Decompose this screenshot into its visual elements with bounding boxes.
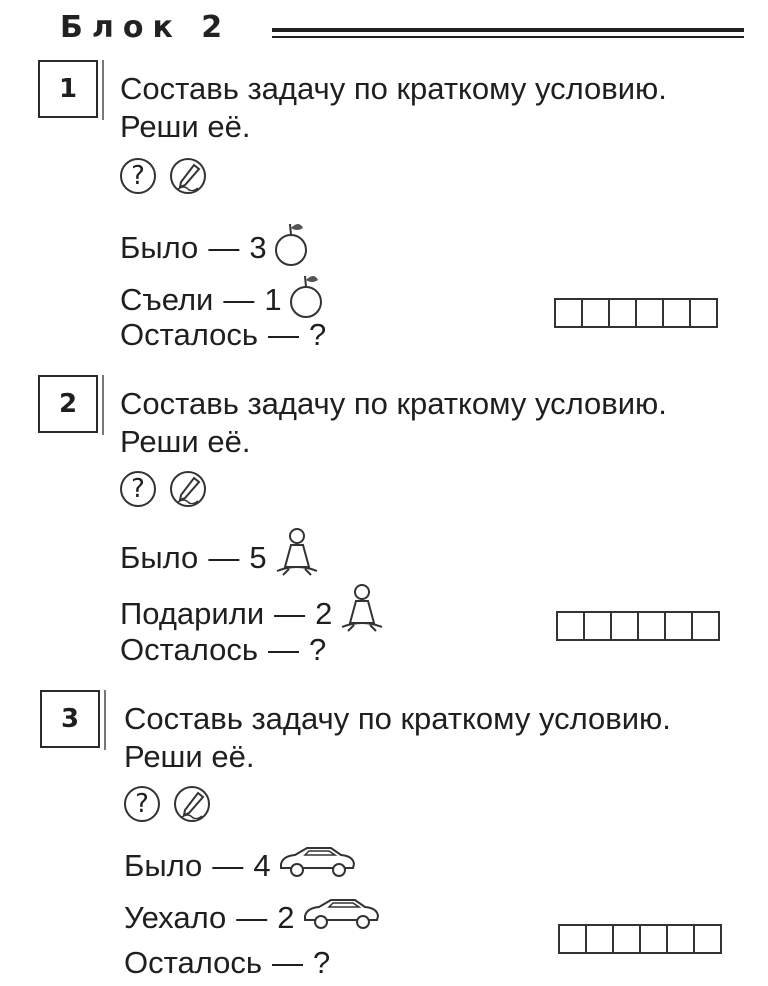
condition-label: Осталось: [120, 317, 259, 352]
answer-cell[interactable]: [662, 298, 691, 328]
condition-value: ?: [309, 317, 327, 352]
condition-value: ?: [313, 945, 331, 980]
doll-icon: [338, 583, 386, 644]
task-number: 2: [38, 375, 98, 433]
answer-cell[interactable]: [554, 298, 583, 328]
answer-cell[interactable]: [581, 298, 610, 328]
answer-cell[interactable]: [610, 611, 639, 641]
condition-value: 1: [264, 281, 282, 317]
task-icons: [120, 471, 216, 511]
answer-cell[interactable]: [608, 298, 637, 328]
dash: —: [272, 945, 304, 980]
condition-label: Было: [120, 539, 199, 575]
condition-label: Съели: [120, 281, 214, 317]
question-icon: ?: [120, 471, 156, 507]
dash: —: [268, 632, 300, 667]
condition-value: 4: [253, 847, 271, 883]
instruction-line: Составь задачу по краткому условию.: [124, 701, 671, 736]
condition-value: ?: [309, 632, 327, 667]
answer-cell[interactable]: [693, 924, 722, 954]
answer-cells[interactable]: [554, 298, 718, 328]
task-3: [0, 690, 768, 986]
instruction-line: Составь задачу по краткому условию.: [120, 71, 667, 106]
condition-row: [124, 844, 357, 887]
answer-cell[interactable]: [666, 924, 695, 954]
condition-value: 3: [249, 229, 267, 265]
dash: —: [212, 847, 244, 883]
answer-cell[interactable]: [664, 611, 693, 641]
question-icon: ?: [124, 786, 160, 822]
dash: —: [208, 539, 240, 575]
car-icon: [277, 844, 357, 887]
answer-cell[interactable]: [612, 924, 641, 954]
condition-label: Осталось: [124, 945, 263, 980]
pen-icon: [170, 158, 206, 194]
task-number: 3: [40, 690, 100, 748]
pen-icon: [170, 471, 206, 507]
dash: —: [274, 595, 306, 631]
answer-cell[interactable]: [635, 298, 664, 328]
answer-cells[interactable]: [558, 924, 722, 954]
condition-label: Уехало: [124, 899, 227, 935]
instruction-line: Составь задачу по краткому условию.: [120, 386, 667, 421]
dash: —: [208, 229, 240, 265]
dash: —: [223, 281, 255, 317]
task-instruction: [120, 70, 667, 146]
task-instruction: [124, 700, 671, 776]
condition-value: 2: [277, 899, 295, 935]
task-icons: [120, 158, 216, 198]
answer-cell[interactable]: [558, 924, 587, 954]
answer-cell[interactable]: [556, 611, 585, 641]
block-title: Блок 2: [60, 10, 232, 45]
dash: —: [268, 317, 300, 352]
pen-icon: [174, 786, 210, 822]
instruction-line: Реши её.: [124, 739, 255, 774]
condition-row: [124, 896, 381, 939]
question-icon: ?: [120, 158, 156, 194]
condition-label: Осталось: [120, 632, 259, 667]
answer-cell[interactable]: [637, 611, 666, 641]
answer-cells[interactable]: [556, 611, 720, 641]
condition-value: 5: [249, 539, 267, 575]
condition-row: [120, 631, 326, 669]
doll-icon: [273, 527, 321, 588]
task-instruction: [120, 385, 667, 461]
task-icons: [124, 786, 220, 826]
condition-row: [120, 527, 321, 588]
condition-row: [120, 218, 313, 277]
apple-icon: [273, 218, 313, 277]
condition-value: 2: [315, 595, 333, 631]
condition-label: Подарили: [120, 595, 265, 631]
task-number: 1: [38, 60, 98, 118]
answer-cell[interactable]: [585, 924, 614, 954]
task-2: [0, 375, 768, 675]
condition-row: [120, 316, 326, 354]
task-1: [0, 60, 768, 360]
answer-cell[interactable]: [691, 611, 720, 641]
condition-label: Было: [124, 847, 203, 883]
condition-row: [124, 944, 330, 982]
instruction-line: Реши её.: [120, 424, 251, 459]
answer-cell[interactable]: [639, 924, 668, 954]
answer-cell[interactable]: [689, 298, 718, 328]
header-double-rule: [272, 28, 744, 40]
car-icon: [301, 896, 381, 939]
block-header: [60, 8, 740, 48]
condition-label: Было: [120, 229, 199, 265]
answer-cell[interactable]: [583, 611, 612, 641]
dash: —: [236, 899, 268, 935]
instruction-line: Реши её.: [120, 109, 251, 144]
